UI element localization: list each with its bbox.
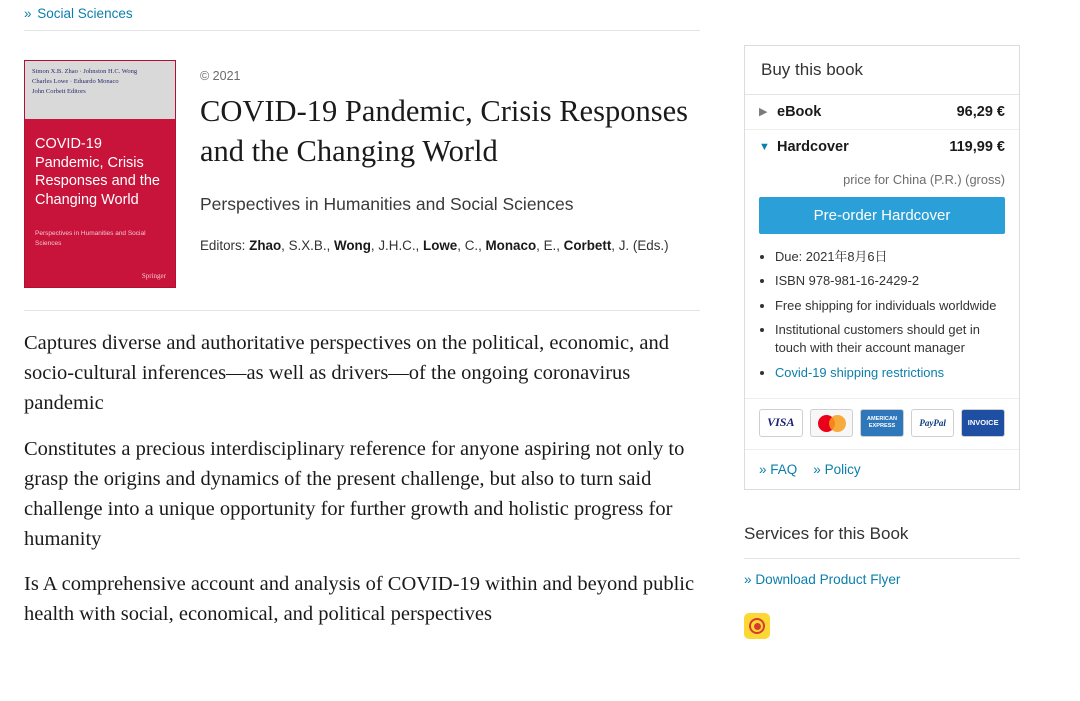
buybox-heading: Buy this book bbox=[745, 46, 1019, 95]
mastercard-icon bbox=[810, 409, 854, 437]
copyright-year: © 2021 bbox=[200, 69, 241, 83]
fact-institutional: • Institutional customers should get in touch with their account manager bbox=[775, 321, 1005, 358]
editor-initials-2: , J.H.C., bbox=[370, 237, 424, 253]
breadcrumb-link-social-sciences[interactable]: Social Sciences bbox=[37, 6, 133, 21]
pre-order-hardcover-button[interactable]: Pre-order Hardcover bbox=[759, 197, 1005, 234]
editor-name-3: Lowe bbox=[423, 237, 458, 253]
page-title: COVID-19 Pandemic, Crisis Responses and the Changing World bbox=[200, 94, 688, 169]
book-highlights bbox=[24, 329, 700, 630]
editor-initials-3: , C., bbox=[457, 237, 486, 253]
cover-publisher: Springer bbox=[141, 272, 166, 280]
american-express-icon: AMERICAN EXPRESS bbox=[860, 409, 904, 437]
editors-names bbox=[249, 238, 668, 253]
editor-name-5: Corbett bbox=[563, 237, 612, 253]
cover-subtitle: Perspectives in Humanities and Social Sciences bbox=[35, 230, 146, 247]
buy-this-book-box bbox=[744, 45, 1020, 490]
book-header bbox=[24, 60, 704, 288]
visa-icon: VISA bbox=[759, 409, 803, 437]
editors-label: Editors: bbox=[200, 237, 246, 253]
weibo-icon[interactable] bbox=[744, 613, 770, 639]
book-meta bbox=[176, 60, 704, 254]
buybox-facts-list bbox=[745, 248, 1019, 398]
weibo-pupil-shape bbox=[754, 623, 761, 630]
editor-initials-4: , E., bbox=[536, 237, 564, 253]
fact-covid-shipping[interactable] bbox=[775, 364, 1005, 382]
buybox-footer-links bbox=[745, 449, 1019, 489]
paypal-icon: PayPal bbox=[911, 409, 955, 437]
faq-link[interactable]: FAQ bbox=[770, 461, 798, 477]
series-title: Perspectives in Humanities and Social Sciences bbox=[200, 193, 574, 214]
editor-initials-1: , S.X.B., bbox=[281, 237, 334, 253]
sidebar bbox=[744, 45, 1020, 639]
fact-due-date: • Due: 2021年8月6日 bbox=[775, 248, 1005, 266]
download-chevron-icon: » bbox=[744, 571, 752, 587]
editor-name-4: Monaco bbox=[485, 237, 537, 253]
breadcrumb bbox=[24, 6, 700, 31]
editor-name-2: Wong bbox=[333, 237, 371, 253]
cover-editor-names: Simon X.B. Zhao · Johnston H.C. Wong Charles Lowe · Eduardo Monaco John Corbett Editors bbox=[32, 68, 138, 96]
format-price-ebook: 96,29 € bbox=[956, 104, 1005, 120]
faq-link-wrap[interactable] bbox=[759, 462, 797, 477]
format-row-hardcover[interactable] bbox=[745, 130, 1019, 164]
format-row-ebook[interactable] bbox=[745, 95, 1019, 130]
editor-initials-5: , J. (Eds.) bbox=[611, 237, 669, 253]
price-note: price for China (P.R.) (gross) bbox=[843, 172, 1005, 187]
breadcrumb-chevron-icon: » bbox=[24, 6, 32, 21]
editor-name-1: Zhao bbox=[249, 237, 282, 253]
services-section bbox=[744, 524, 1020, 639]
fact-free-shipping: • Free shipping for individuals worldwide bbox=[775, 297, 1005, 315]
payment-methods bbox=[745, 398, 1019, 449]
highlight-2: Constitutes a precious interdisciplinary reference for anyone aspiring not only to grasp the origins and dynamics of the present challenge, but also to turn said challenge into a unique opportunity for further growth and holistic progress for humanity bbox=[24, 437, 685, 550]
chevron-right-icon: ▶ bbox=[759, 105, 768, 118]
editors-line bbox=[200, 237, 704, 255]
services-heading: Services for this Book bbox=[744, 524, 1020, 559]
format-label-ebook: eBook bbox=[777, 104, 822, 120]
highlight-1: Captures diverse and authoritative perspectives on the political, economic, and socio-cultural inferences—as well as drivers—of the ongoing coronavirus pandemic bbox=[24, 332, 669, 414]
format-price-hardcover: 119,99 € bbox=[949, 139, 1005, 155]
policy-chevron-icon: » bbox=[813, 461, 821, 477]
download-product-flyer-link[interactable]: Download Product Flyer bbox=[755, 571, 901, 587]
policy-link-wrap[interactable] bbox=[813, 462, 860, 477]
cover-title: COVID-19 Pandemic, Crisis Responses and the Changing World bbox=[35, 136, 160, 208]
section-divider bbox=[24, 310, 700, 311]
book-main-column bbox=[24, 60, 704, 646]
chevron-down-icon: ▼ bbox=[759, 140, 770, 153]
format-label-hardcover: Hardcover bbox=[777, 139, 849, 155]
policy-link[interactable]: Policy bbox=[824, 461, 861, 477]
fact-isbn: • ISBN 978-981-16-2429-2 bbox=[775, 272, 1005, 290]
highlight-3: Is A comprehensive account and analysis of COVID-19 within and beyond public health with social, economical, and political perspectives bbox=[24, 573, 695, 626]
covid-shipping-link[interactable]: Covid-19 shipping restrictions bbox=[775, 364, 945, 380]
book-cover-image bbox=[24, 60, 176, 288]
cover-editor-band bbox=[25, 61, 175, 119]
download-flyer-row[interactable] bbox=[744, 559, 1020, 587]
faq-chevron-icon: » bbox=[759, 461, 767, 477]
invoice-icon: INVOICE bbox=[961, 409, 1005, 437]
